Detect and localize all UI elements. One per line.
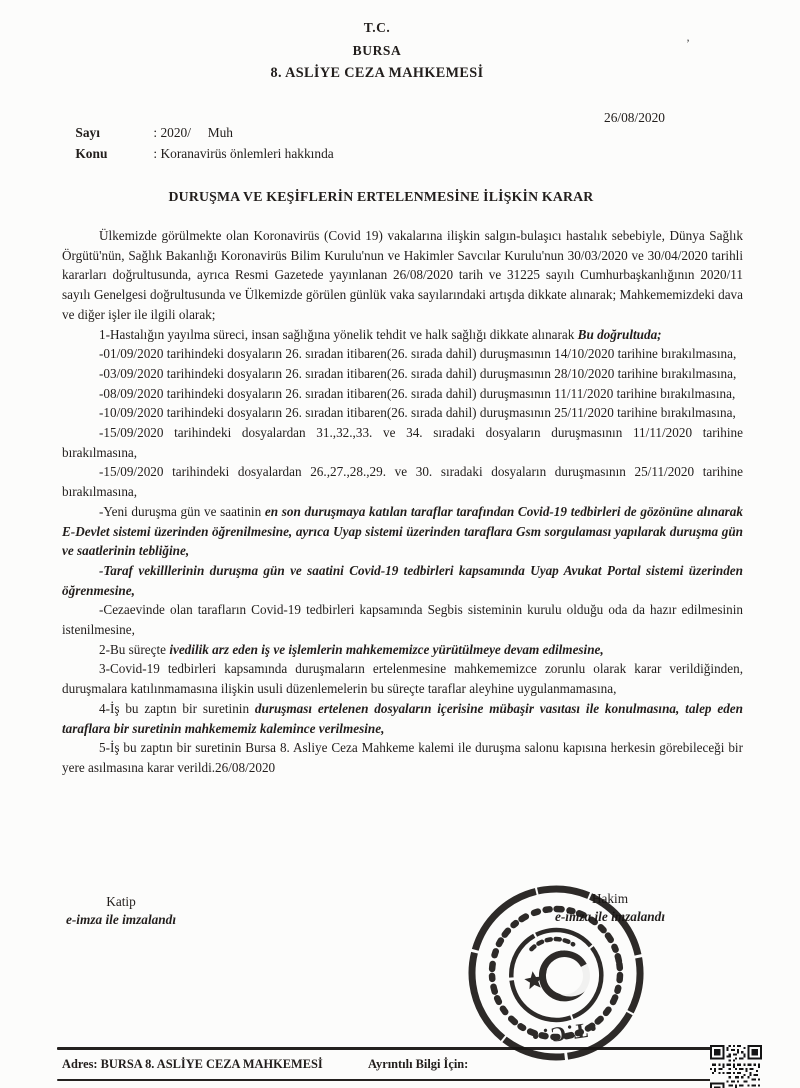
letterhead [0,20,754,82]
body-text: -15/09/2020 tarihindeki dosyalardan 26.,27.,28.,29. ve 30. sıradaki dosyaların duruşmasının 25/11/2020 tarihine bırakılmasına, [62,464,743,500]
signature-esign-note: e-imza ile imzalandı [65,912,177,927]
footer-address [62,1057,323,1072]
qr-code-icon [710,1045,762,1088]
body-text: -08/09/2020 tarihindeki dosyaların 26. sıradan itibaren(26. sırada dahil) duruşmasının 11/11/2020 tarihine bırakılmasına, [99,385,736,401]
letterhead-court-name: 8. ASLİYE CEZA MAHKEMESİ [270,65,484,81]
paragraph [62,600,743,639]
paragraph [62,462,743,501]
body-text: -10/09/2020 tarihindeki dosyaların 26. sıradan itibaren(26. sırada dahil) duruşmasının 25/11/2020 tarihine bırakılmasına, [99,405,736,421]
sayi-label: Sayı [75,125,100,140]
paragraph [62,699,743,738]
scan-artifact: ’ [686,36,690,50]
body-text: -15/09/2020 tarihindeki dosyalardan 31.,32.,33. ve 34. sıradaki dosyaların duruşmasının 11/11/2020 tarihine bırakılmasına, [62,425,743,460]
body-text: 2-Bu süreçte [99,641,170,657]
document-date: 26/08/2020 [604,110,666,125]
body-text: -03/09/2020 tarihindeki dosyaların 26. sıradan itibaren(26. sırada dahil) duruşmasının 28/10/2020 tarihine bırakılmasına, [99,365,737,381]
letterhead-country: T.C. [363,20,391,35]
emphasis-text: ivedilik arz eden iş ve işlemlerin mahkememizce yürütülmeye devam edilmesine, [169,641,604,657]
paragraph [62,344,743,364]
signature-esign-note: e-imza ile imzalandı [554,909,666,924]
footer-address-label: Adres: [62,1057,98,1071]
konu-value: : Koranavirüs önlemleri hakkında [153,146,334,161]
body-text: 1-Hastalığın yayılma süreci, insan sağlığına yönelik tehdit ve halk sağlığı dikkate alınarak [99,326,578,342]
court-seal-stamp-icon [463,880,649,1066]
emphasis-text: duruşması ertelenen dosyaların içerisine mübaşir vasıtası ile konulmasına, talep eden taraflara bir suretinin mahkememiz kalemince verilmesine, [62,700,743,736]
document-title: DURUŞMA VE KEŞİFLERİN ERTELENMESİNE İLİŞKİN KARAR [168,189,594,204]
seal-tc-text: T.C. [539,1018,589,1049]
body-text: 5-İş bu zaptın bir suretinin Bursa 8. Asliye Ceza Mahkeme kalemi ile duruşma salonu kapısına herkesin görebileceği bir yere asılmasına karar verildi.26/08/2020 [62,740,743,775]
signature-role: Katip [106,894,136,909]
konu-row [62,130,334,178]
paragraph [62,384,743,404]
body-text: 4-İş bu zaptın bir suretinin [99,700,255,716]
letterhead-city: BURSA [352,43,402,58]
paragraph [62,226,743,325]
footer-address-value: BURSA 8. ASLİYE CEZA MAHKEMESİ [100,1057,323,1071]
paragraph [62,561,743,600]
paragraph [62,738,743,777]
paragraph [62,502,743,561]
paragraph [62,325,743,345]
body-text: -Yeni duruşma gün ve saatinin [99,503,265,519]
body-text: 3-Covid-19 tedbirleri kapsamında duruşmaların ertelenmesine mahkememizce zorunlu olarak karar verildiğinden, duruşmalara katılınmamasına ilişkin usuli düzenlemelerin bu süreçte taraflar aleyhine uygulanmamasına, [62,661,743,697]
emphasis-text: -Taraf vekilllerinin duruşma gün ve saatini Covid-19 tedbirleri kapsamında Uyap Avukat Portal sistemi üzerinden öğrenmesine, [62,562,743,598]
paragraph [62,364,743,384]
document-body [62,226,743,778]
sayi-value: : 2020/ Muh [153,125,233,140]
signature-role: Hakim [591,891,629,906]
body-text: -01/09/2020 tarihindeki dosyaların 26. sıradan itibaren(26. sırada dahil) duruşmasının 14/10/2020 tarihine bırakılmasına, [99,346,737,362]
emphasis-text: Bu doğrultuda; [577,326,662,342]
paragraph [62,403,743,423]
signature-katip [56,893,186,929]
paragraph [62,640,743,660]
emphasis-text: en son duruşmaya katılan taraflar tarafından Covid-19 tedbirleri de gözönüne alınarak E-Devlet sistemi üzerinden öğrenilmesine, ayrıca Uyap sistemi üzerinden taraflara Gsm sorgulaması yapılarak duruşma gün ve saatlerinin tebliğine, [62,503,743,559]
footer-info-label: Ayrıntılı Bilgi İçin: [368,1057,469,1071]
footer-divider-bottom [57,1079,712,1081]
paragraph [62,423,743,462]
body-text: Ülkemizde görülmekte olan Koronavirüs (Covid 19) vakalarına ilişkin salgın-bulaşıcı hastalık sebebiyle, Dünya Sağlık Örgütü'nün, Sağlık Bakanlığı Koronavirüs Bilim Kurulu'nun ve Hakimler Savcılar Kurulu'nun 30/03/2020 ve 30/04/2020 tarihli kararları doğrultusunda, ayrıca Resmi Gazetede yayınlanan 26/08/2020 tarih ve 31225 sayılı Cumhurbaşkanlığının 2020/11 sayılı Genelgesi doğrultusunda ve Ülkemizde görülen günlük vaka sayılarındaki artışda dikkate alınarak; Mahkememizdeki dava ve diğer işler ile ilgili olarak; [62,228,743,322]
konu-label: Konu [75,146,108,161]
body-text: -Cezaevinde olan tarafların Covid-19 tedbirleri kapsamında Segbis sisteminin kurulu olduğu oda da hazır edilmesinin istenilmesine, [62,602,743,638]
paragraph [62,659,743,698]
